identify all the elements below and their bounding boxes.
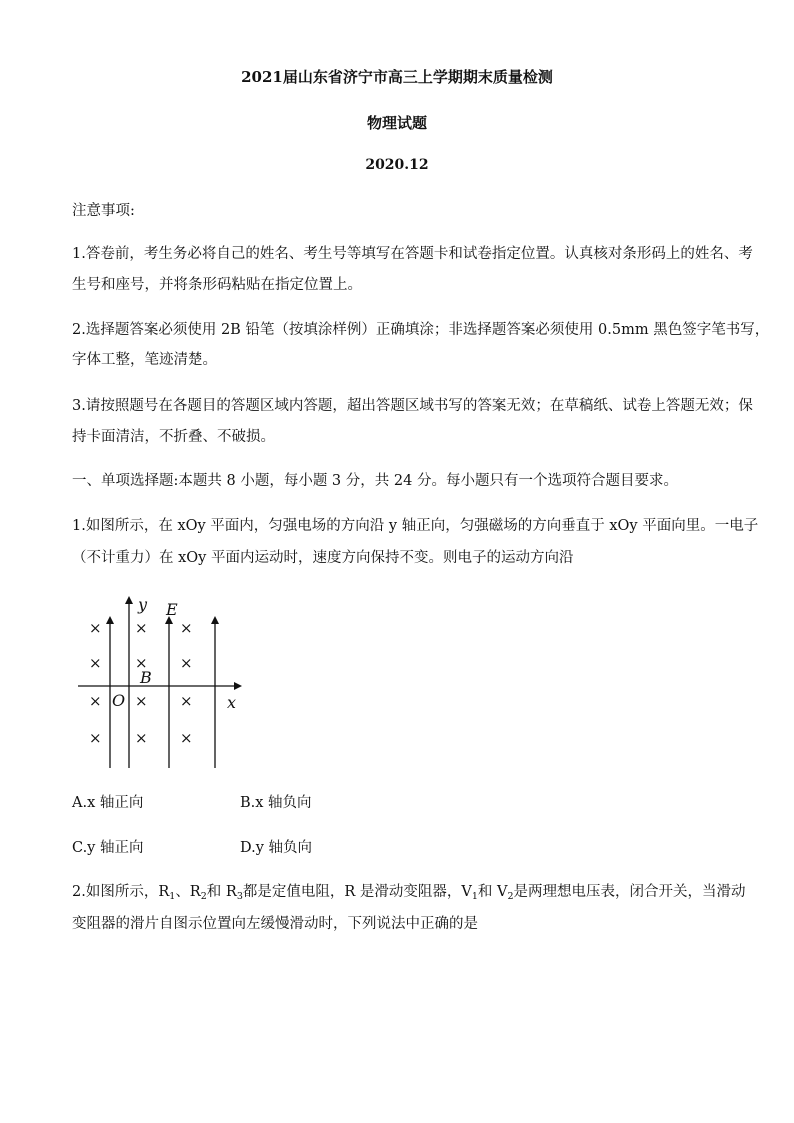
b-cross: ×	[135, 619, 148, 637]
b-cross: ×	[89, 692, 102, 710]
b-cross: ×	[89, 619, 102, 637]
notice-item1-line2: 生号和座号，并将条形码粘贴在指定位置上。	[72, 277, 362, 293]
exam-title: 2021届山东省济宁市高三上学期期末质量检测	[241, 68, 553, 86]
b-cross: ×	[135, 729, 148, 747]
notice-item3-line1: 3.请按照题号在各题目的答题区域内答题，超出答题区域书写的答案无效；在草稿纸、试卷上答题无效；保	[72, 398, 753, 414]
b-cross: ×	[180, 729, 193, 747]
b-cross: ×	[180, 692, 193, 710]
section1-heading: 一、单项选择题:本题共 8 小题，每小题 3 分，共 24 分。每小题只有一个选项符合题目要求。	[72, 473, 678, 489]
notice-item3-line2: 持卡面清洁，不折叠、不破损。	[72, 429, 275, 445]
b-field-label: B	[140, 668, 152, 687]
b-cross: ×	[89, 654, 102, 672]
q1-stem-line1: 1.如图所示，在 xOy 平面内，匀强电场的方向沿 y 轴正向，匀强磁场的方向垂直于 xOy 平面向里。一电子	[72, 518, 759, 534]
notice-item2-line1: 2.选择题答案必须使用 2B 铅笔（按填涂样例）正确填涂；非选择题答案必须使用 0.5mm 黑色签字笔书写，	[72, 322, 770, 338]
b-cross: ×	[180, 619, 193, 637]
q1-option-a: A.x 轴正向	[72, 795, 144, 811]
y-axis-label: y	[138, 595, 148, 614]
b-cross: ×	[180, 654, 193, 672]
b-cross: ×	[135, 654, 148, 672]
notice-item2-line2: 字体工整，笔迹清楚。	[72, 352, 217, 368]
e-field-label: E	[166, 600, 178, 619]
notice-item1-line1: 1.答卷前，考生务必将自己的姓名、考生号等填写在答题卡和试卷指定位置。认真核对条形码上的姓名、考	[72, 246, 753, 262]
q1-field-figure	[70, 592, 260, 772]
q1-stem-line2: （不计重力）在 xOy 平面内运动时，速度方向保持不变。则电子的运动方向沿	[72, 550, 574, 566]
x-axis-label: x	[227, 693, 237, 712]
q1-option-d: D.y 轴负向	[240, 840, 313, 856]
exam-subject: 物理试题	[366, 114, 427, 132]
q1-option-b: B.x 轴负向	[240, 795, 312, 811]
q1-option-c: C.y 轴正向	[72, 840, 144, 856]
exam-date: 2020.12	[365, 157, 429, 173]
origin-label: O	[112, 691, 126, 710]
b-cross: ×	[135, 692, 148, 710]
q2-stem-line2: 变阻器的滑片自图示位置向左缓慢滑动时，下列说法中正确的是	[72, 916, 478, 932]
notice-heading: 注意事项:	[72, 203, 135, 219]
q2-stem-line1: 2.如图所示，$R_1$、$R_2$和 $R_3$都是定值电阻，R 是滑动变阻器，$V_1$和 $V_2$是两理想电压表，闭合开关，当滑动	[72, 884, 746, 902]
b-cross: ×	[89, 729, 102, 747]
